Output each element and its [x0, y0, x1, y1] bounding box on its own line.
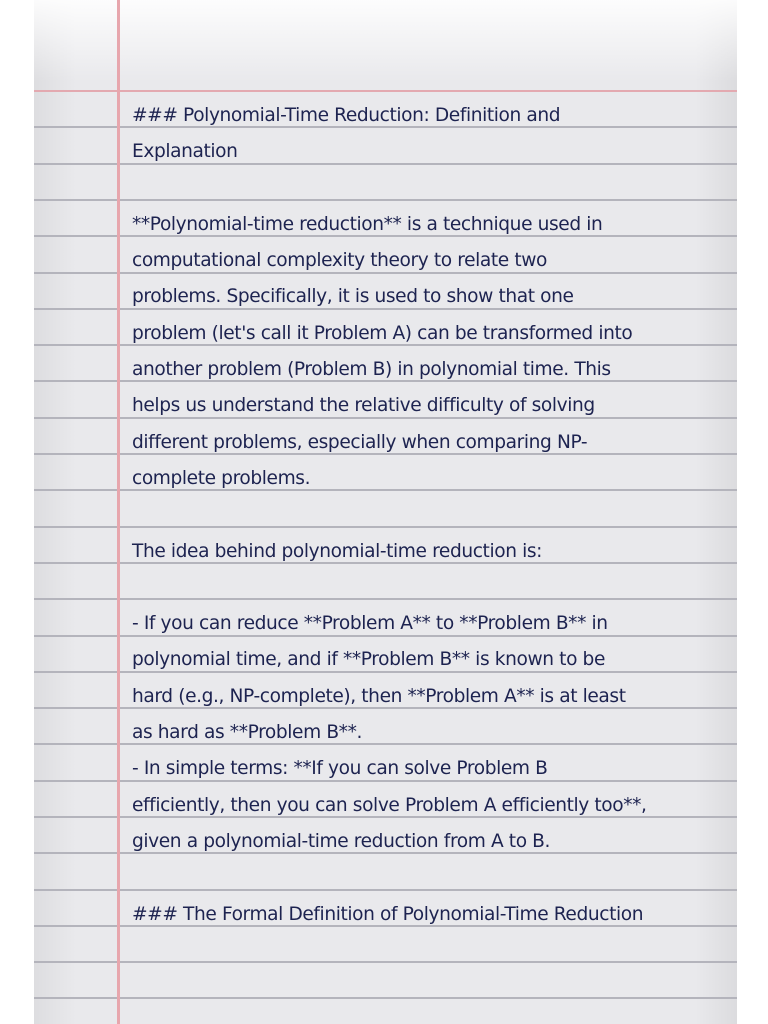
text-line: polynomial time, and if **Problem B** is known to be	[132, 649, 605, 671]
text-line	[132, 497, 732, 533]
handwritten-text	[132, 98, 732, 933]
text-line: complete problems.	[132, 467, 311, 489]
text-line: as hard as **Problem B**.	[132, 722, 362, 744]
header-rule	[34, 90, 737, 92]
text-line	[132, 570, 732, 606]
text-line: helps us understand the relative difficulty of solving	[132, 395, 595, 417]
ruled-line	[34, 961, 737, 963]
text-line: **Polynomial-time reduction** is a technique used in	[132, 213, 603, 235]
text-line: - If you can reduce **Problem A** to **Problem B** in	[132, 613, 608, 635]
text-line: problem (let's call it Problem A) can be transformed into	[132, 322, 633, 344]
text-line: computational complexity theory to relate two	[132, 250, 548, 272]
text-line	[132, 171, 732, 207]
ruled-line	[34, 997, 737, 999]
text-line: ### Polynomial-Time Reduction: Definition and	[132, 105, 561, 126]
text-line: different problems, especially when comparing NP-	[132, 431, 588, 453]
text-line: - In simple terms: **If you can solve Problem B	[132, 758, 548, 780]
text-line: hard (e.g., NP-complete), then **Problem A** is at least	[132, 685, 626, 707]
text-line: The idea behind polynomial-time reduction is:	[132, 540, 543, 562]
text-line	[132, 860, 732, 896]
notebook-paper	[34, 0, 737, 1024]
text-line: Explanation	[132, 141, 238, 163]
text-line: problems. Specifically, it is used to show that one	[132, 286, 574, 308]
text-line: another problem (Problem B) in polynomial time. This	[132, 359, 611, 381]
margin-line	[117, 0, 120, 1024]
text-line: ### The Formal Definition of Polynomial-Time Reduction	[132, 903, 644, 925]
text-line: efficiently, then you can solve Problem A efficiently too**,	[132, 794, 647, 816]
text-line: given a polynomial-time reduction from A to B.	[132, 830, 551, 852]
